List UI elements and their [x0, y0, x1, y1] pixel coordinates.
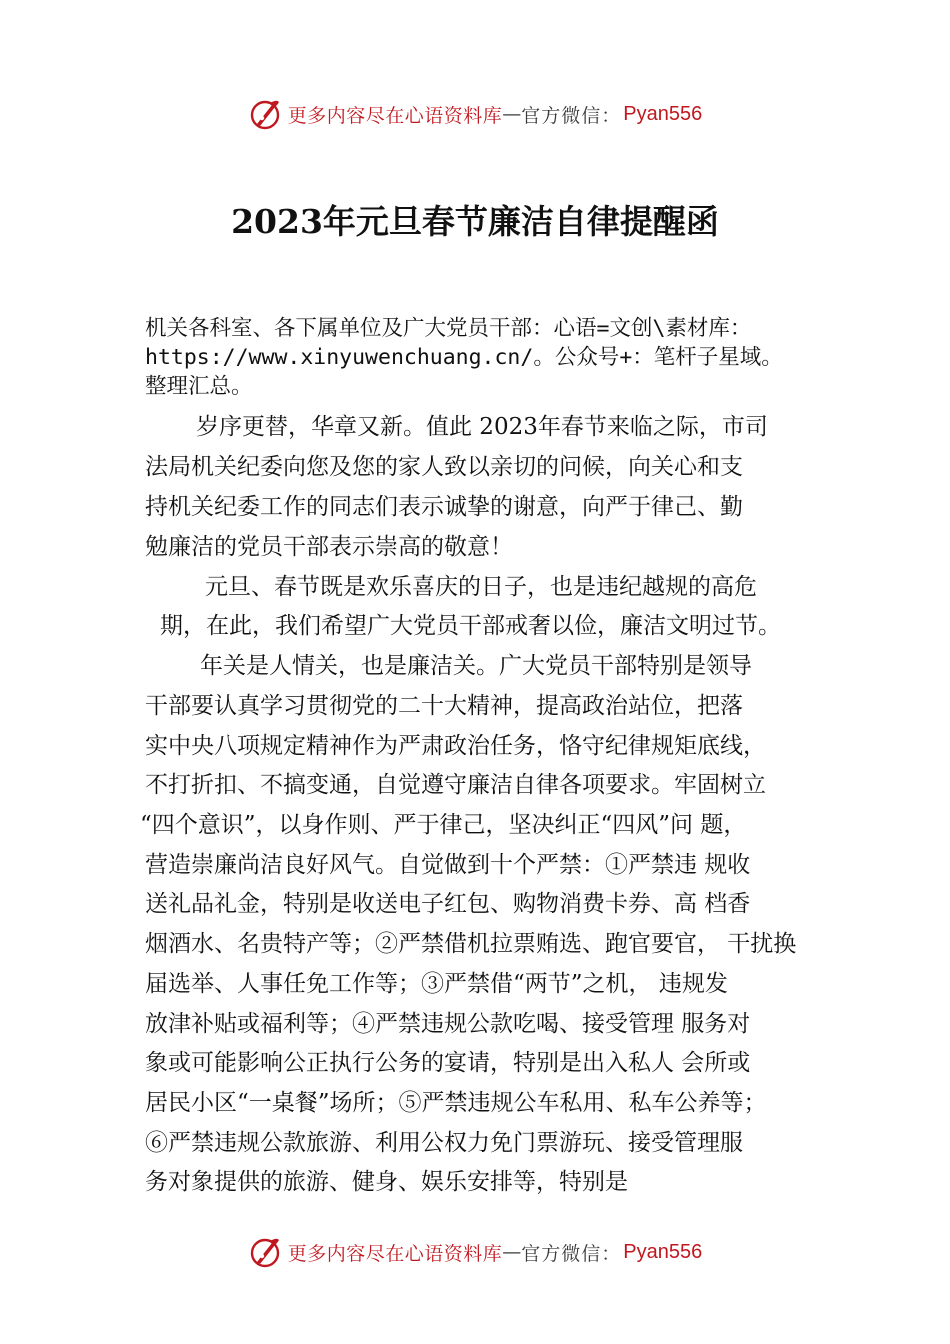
- body-line: 烟酒水、名贵特产等；②严禁借机拉票贿选、跑官要官， 干扰换: [145, 931, 797, 957]
- body-line: 实中央八项规定精神作为严肃政治任务，恪守纪律规矩底线，: [145, 733, 766, 759]
- body-line: 元旦、春节既是欢乐喜庆的日子，也是违纪越规的高危: [205, 574, 757, 600]
- salutation-line: 整理汇总。: [145, 374, 253, 399]
- body-line: 营造崇廉尚洁良好风气。自觉做到十个严禁：①严禁违 规收: [145, 852, 751, 878]
- body-line: 年关是人情关，也是廉洁关。广大党员干部特别是领导: [200, 653, 752, 679]
- footer-slogan: 更多内容尽在心语资料库: [287, 1242, 503, 1265]
- footer-banner: [0, 1232, 950, 1272]
- salutation-line: https://www.xinyuwenchuang.cn/。公众号+：笔杆子星域。: [145, 345, 783, 370]
- header-slogan: 更多内容尽在心语资料库: [287, 104, 503, 127]
- body-line: 居民小区“一桌餐”场所；⑤严禁违规公车私用、私车公养等；: [145, 1090, 767, 1116]
- body-line: 法局机关纪委向您及您的家人致以亲切的问候，向关心和支: [145, 454, 743, 480]
- body-line: 送礼品礼金，特别是收送电子红包、购物消费卡券、高 档香: [145, 891, 751, 917]
- body-line: 岁序更替，华章又新。值此 2023年春节来临之际，市司: [196, 414, 768, 440]
- body-line: 不打折扣、不搞变通，自觉遵守廉洁自律各项要求。牢固树立: [145, 772, 766, 798]
- document-title: 2023年元旦春节廉洁自律提醒函: [231, 202, 719, 241]
- footer-separator: —: [502, 1241, 522, 1263]
- footer-wechat-id: Pyan556: [623, 1240, 703, 1263]
- header-wechat-id: Pyan556: [623, 102, 703, 125]
- body-line: 勉廉洁的党员干部表示崇高的敬意！: [145, 534, 513, 560]
- header-separator: —: [502, 103, 522, 125]
- body-line: 象或可能影响公正执行公务的宴请，特别是出入私人 会所或: [145, 1050, 751, 1076]
- body-line: 务对象提供的旅游、健身、娱乐安排等，特别是: [145, 1169, 628, 1195]
- body-line: 持机关纪委工作的同志们表示诚挚的谢意，向严于律己、勤: [145, 494, 743, 520]
- header-wechat-label: 官方微信：: [521, 104, 622, 127]
- salutation-line: 机关各科室、各下属单位及广大党员干部：心语=文创\素材库：: [145, 316, 752, 341]
- body-line: 期，在此，我们希望广大党员干部戒奢以俭，廉洁文明过节。: [160, 613, 781, 639]
- header-banner: [0, 94, 950, 134]
- body-line: “四个意识”，以身作则、严于律己，坚决纠正“四风”问 题，: [140, 812, 747, 838]
- quill-pen-seal-icon: [248, 97, 282, 131]
- footer-wechat-label: 官方微信：: [521, 1242, 622, 1265]
- salutation: [145, 314, 845, 401]
- body-line: 放津补贴或福利等；④严禁违规公款吃喝、接受管理 服务对: [145, 1011, 751, 1037]
- body-line: ⑥严禁违规公款旅游、利用公权力免门票游玩、接受管理服: [145, 1130, 743, 1156]
- body-line: 届选举、人事任免工作等；③严禁借“两节”之机， 违规发: [145, 971, 728, 997]
- body-line: 干部要认真学习贯彻党的二十大精神，提高政治站位，把落: [145, 693, 743, 719]
- quill-pen-seal-icon: [248, 1235, 282, 1269]
